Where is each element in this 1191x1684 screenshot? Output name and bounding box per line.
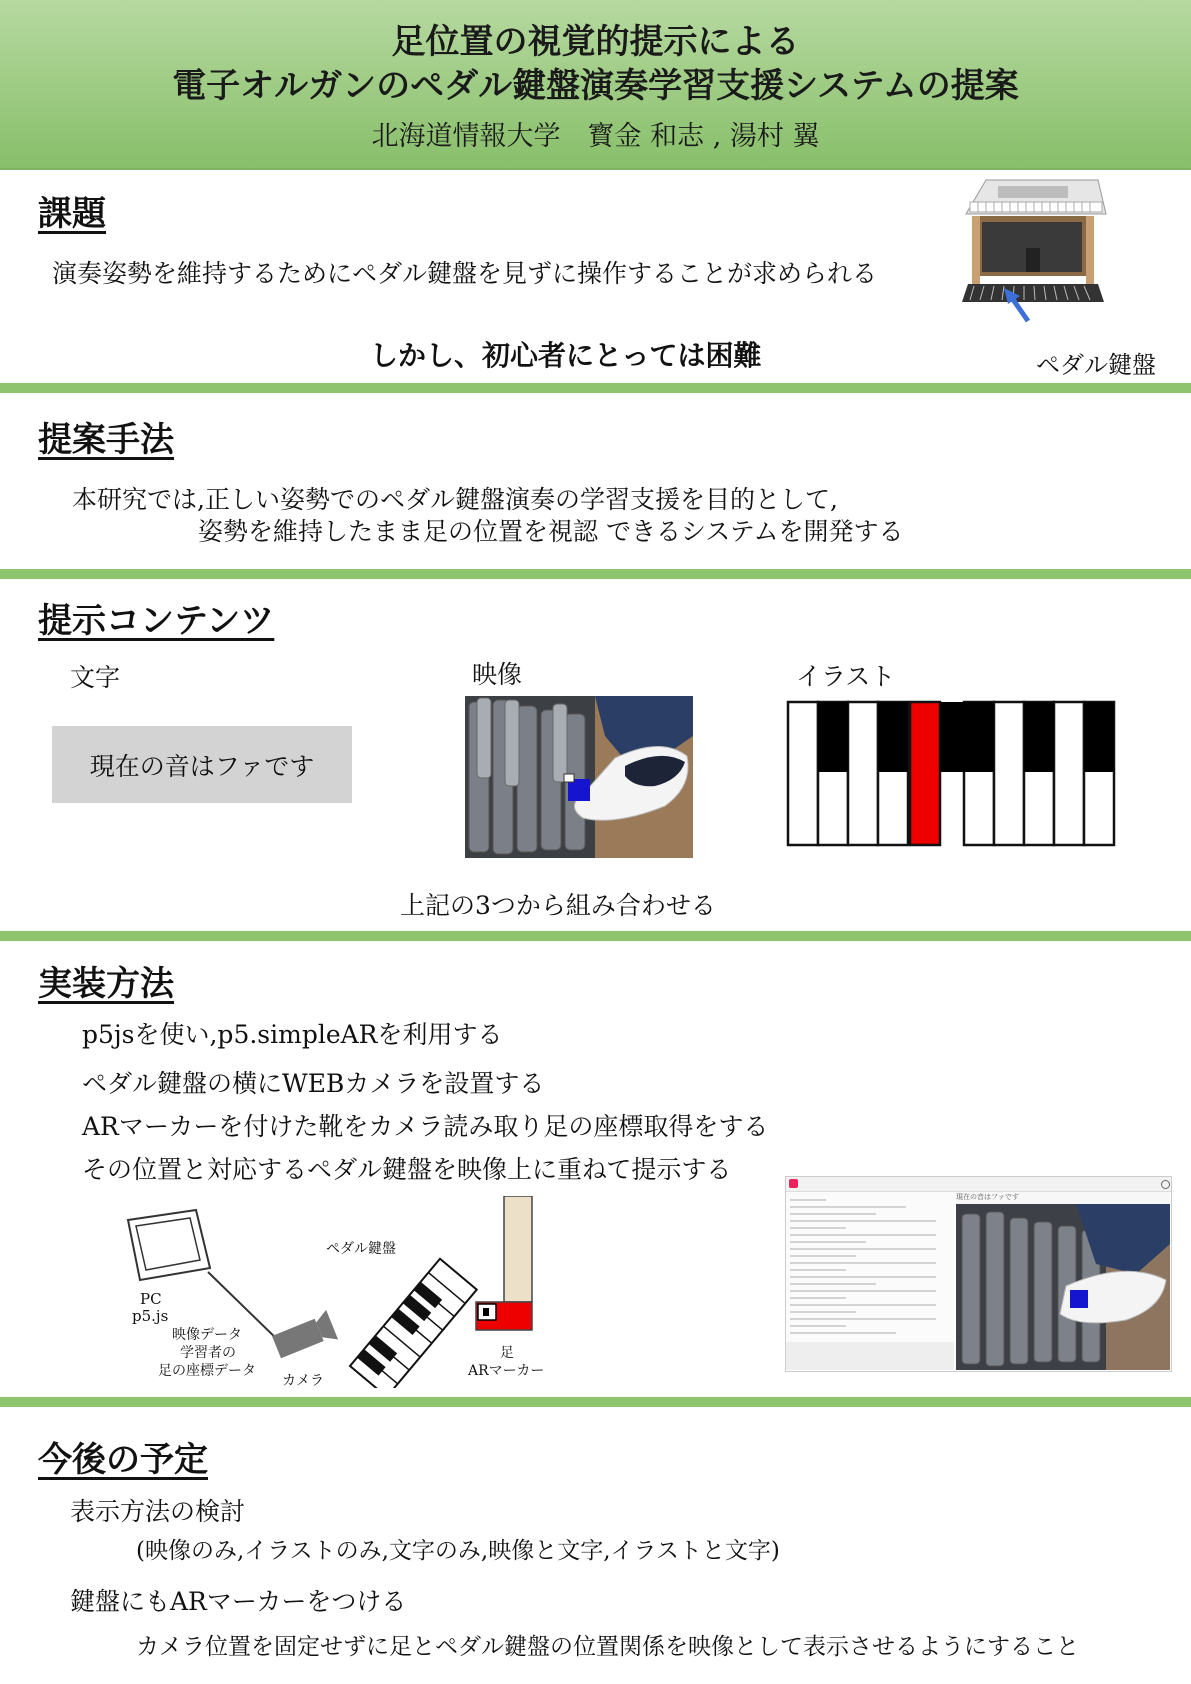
section-heading-method: 提案手法 xyxy=(38,420,174,460)
diagram-data-line1: 映像データ xyxy=(172,1327,242,1343)
laptop-icon xyxy=(128,1210,210,1280)
impl-item: ペダル鍵盤の横にWEBカメラを設置する xyxy=(82,1069,545,1098)
section-divider xyxy=(0,1397,1191,1407)
diagram-pedal-label: ペダル鍵盤 xyxy=(326,1241,396,1257)
code-panel xyxy=(786,1192,954,1370)
issue-text: 演奏姿勢を維持するためにペダル鍵盤を見ずに操作することが求められる xyxy=(52,259,878,288)
future-item2: 鍵盤にもARマーカーをつける xyxy=(70,1587,407,1616)
future-item2-detail: カメラ位置を固定せずに足とペダル鍵盤の位置関係を映像として表示させるようにすること xyxy=(136,1634,1079,1660)
organ-image xyxy=(958,176,1108,326)
pedal-keyboard-icon xyxy=(350,1259,477,1388)
method-line2: 姿勢を維持したまま足の位置を視認 できるシステムを開発する xyxy=(198,517,904,546)
diagram-p5js: p5.js xyxy=(132,1307,169,1325)
p5-logo-icon xyxy=(789,1179,798,1188)
editor-screenshot xyxy=(785,1176,1172,1372)
poster-title-line1: 足位置の視覚的提示による xyxy=(391,22,800,62)
editor-toolbar xyxy=(786,1177,1171,1192)
label-text: 文字 xyxy=(70,663,121,692)
poster-title-line2: 電子オルガンのペダル鍵盤演奏学習支援システムの提案 xyxy=(172,66,1019,106)
section-heading-implementation: 実装方法 xyxy=(38,964,174,1004)
diagram-camera-label: カメラ xyxy=(282,1373,324,1389)
diagram-pc: PC xyxy=(140,1290,162,1308)
future-item1: 表示方法の検討 xyxy=(70,1497,246,1526)
section-divider xyxy=(0,383,1191,393)
foot-video-image xyxy=(465,696,693,858)
section-heading-contents: 提示コンテンツ xyxy=(38,601,275,641)
settings-icon xyxy=(1161,1180,1170,1189)
text-display-box: 現在の音はファです xyxy=(52,726,352,803)
section-heading-issue: 課題 xyxy=(38,194,106,234)
issue-emphasis: しかし、初心者にとっては困難 xyxy=(370,339,762,372)
ar-marker-icon xyxy=(1070,1290,1088,1308)
label-illustration: イラスト xyxy=(796,662,896,691)
diagram-ar-marker-label: ARマーカー xyxy=(468,1363,545,1379)
combine-note: 上記の3つから組み合わせる xyxy=(400,891,716,920)
leg-icon xyxy=(504,1196,532,1302)
preview-title: 現在の音はファです xyxy=(956,1192,1170,1204)
section-heading-future: 今後の予定 xyxy=(38,1440,208,1480)
diagram-data-line3: 足の座標データ xyxy=(158,1363,256,1379)
pedal-caption: ペダル鍵盤 xyxy=(1036,351,1156,379)
future-item1-detail: (映像のみ,イラストのみ,文字のみ,映像と文字,イラストと文字) xyxy=(136,1538,780,1564)
impl-item: ARマーカーを付けた靴をカメラ読み取り足の座標取得をする xyxy=(82,1112,769,1141)
section-divider xyxy=(0,569,1191,579)
impl-item: p5jsを使い,p5.simpleARを利用する xyxy=(82,1020,503,1049)
key-highlighted xyxy=(910,702,940,845)
preview-video xyxy=(956,1204,1170,1370)
diagram-foot-label: 足 xyxy=(500,1345,514,1361)
camera-icon xyxy=(271,1310,339,1362)
label-video: 映像 xyxy=(472,660,523,689)
impl-item: その位置と対応するペダル鍵盤を映像上に重ねて提示する xyxy=(82,1155,732,1184)
section-divider xyxy=(0,931,1191,941)
authors: 北海道情報大学 寳金 和志 , 湯村 翼 xyxy=(371,121,820,152)
diagram-data-line2: 学習者の xyxy=(180,1345,236,1361)
method-line1: 本研究では,正しい姿勢でのペダル鍵盤演奏の学習支援を目的として, xyxy=(72,485,838,514)
keyboard-illustration xyxy=(786,700,1178,848)
